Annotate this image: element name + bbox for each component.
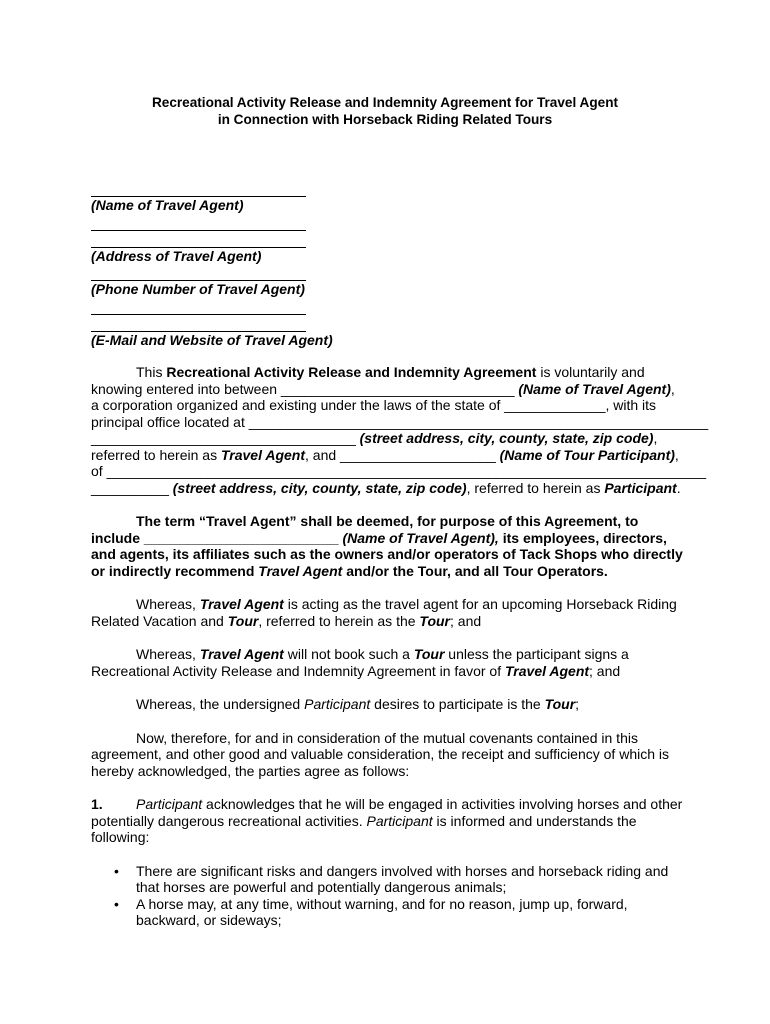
intro-text: This: [136, 364, 167, 380]
whereas-tour: Tour: [544, 696, 576, 712]
now-text: hereby acknowledged, the parties agree as follows:: [91, 762, 410, 779]
intro-paragraph: [91, 364, 709, 496]
whereas-paragraph-1: [91, 596, 681, 629]
address-field-label: (Address of Travel Agent): [91, 247, 262, 264]
email-field-label: (E-Mail and Website of Travel Agent): [91, 331, 333, 348]
intro-text: .: [676, 479, 681, 496]
bullet-text: There are significant risks and dangers involved with horses and horseback riding and: [136, 862, 669, 879]
section-text: acknowledges that he will be engaged in activities involving horses and other: [202, 796, 683, 812]
intro-text: principal office located at ___________________________________________________________: [91, 413, 709, 430]
intro-text: a corporation organized and existing under the laws of the state of _____________, with its: [91, 397, 657, 413]
whereas-participant: Participant: [304, 696, 371, 712]
whereas-text: ;: [575, 696, 580, 712]
intro-travel-agent: Travel Agent: [220, 446, 305, 463]
intro-text: , referred to herein as: [466, 479, 605, 496]
email-blank-line-1: [91, 298, 306, 315]
intro-address-label: (street address, city, county, state, zip code): [359, 430, 654, 446]
whereas-text: Recreational Activity Release and Indemnity Agreement in favor of: [91, 662, 505, 679]
term-text: The term “Travel Agent” shall be deemed, for purpose of this Agreement, to: [136, 513, 639, 529]
intro-address-label: (street address, city, county, state, zip code): [172, 479, 467, 496]
now-therefore-paragraph: [91, 730, 681, 780]
term-text: its employees, directors,: [498, 529, 667, 546]
whereas-text: will not book such a: [283, 646, 414, 662]
whereas-text: ; and: [589, 662, 621, 679]
intro-text: of _____________________________________________________________________________: [91, 463, 707, 479]
whereas-text: is acting as the travel agent for an upcoming Horseback Riding: [283, 596, 677, 612]
address-blank-line-2: [91, 231, 306, 248]
term-text: include _________________________: [91, 529, 343, 546]
whereas-text: ; and: [450, 612, 482, 629]
intro-text: ,: [653, 430, 658, 446]
whereas-text: Whereas, the undersigned: [136, 696, 305, 712]
section-participant: Participant: [366, 812, 433, 829]
whereas-tour: Tour: [413, 646, 445, 662]
whereas-text: unless the participant signs a: [444, 646, 629, 662]
now-text: Now, therefore, for and in consideration of the mutual covenants contained in this: [136, 729, 638, 746]
list-item: [91, 863, 681, 896]
name-blank-line: [91, 180, 306, 197]
whereas-travel-agent: Travel Agent: [199, 596, 284, 612]
title-line-1: Recreational Activity Release and Indemnity Agreement for Travel Agent: [151, 95, 619, 110]
phone-field-label: (Phone Number of Travel Agent): [91, 281, 305, 297]
term-travel-agent: Travel Agent: [258, 562, 343, 579]
section-text: potentially dangerous recreational activities.: [91, 812, 367, 829]
name-field-label: (Name of Travel Agent): [91, 197, 244, 213]
intro-text: knowing entered into between ______________________________: [91, 380, 519, 397]
phone-blank-line: [91, 264, 306, 281]
whereas-text: , referred to herein as the: [258, 612, 420, 629]
whereas-text: Related Vacation and: [91, 612, 228, 629]
term-definition-paragraph: [91, 513, 681, 579]
intro-participant: Participant: [604, 479, 677, 496]
document-body: [91, 180, 709, 929]
bullet-icon: •: [114, 895, 119, 912]
whereas-travel-agent: Travel Agent: [505, 662, 590, 679]
intro-text: referred to herein as: [91, 446, 221, 463]
section-participant: Participant: [136, 796, 203, 812]
document-title: [0, 94, 770, 128]
now-text: agreement, and other good and valuable consideration, the receipt and sufficiency of which is: [91, 746, 669, 762]
intro-text: ,: [670, 380, 675, 397]
whereas-tour: Tour: [419, 612, 451, 629]
whereas-tour: Tour: [227, 612, 259, 629]
section-text: following:: [91, 829, 150, 845]
whereas-text: Whereas,: [136, 596, 200, 612]
term-text: or indirectly recommend: [91, 562, 259, 579]
list-item: [91, 896, 681, 929]
address-blank-line-1: [91, 214, 306, 231]
whereas-paragraph-2: [91, 646, 681, 679]
whereas-travel-agent: Travel Agent: [199, 646, 284, 662]
bullet-icon: •: [114, 862, 119, 879]
intro-text: __________________________________: [91, 430, 360, 446]
whereas-paragraph-3: [91, 696, 681, 713]
bullet-text: A horse may, at any time, without warning, and for no reason, jump up, forward,: [136, 895, 628, 912]
intro-agreement-name: Recreational Activity Release and Indemnity Agreement: [166, 364, 537, 380]
term-text: and/or the Tour, and all Tour Operators.: [342, 562, 608, 579]
intro-participant-name-label: (Name of Tour Participant): [499, 446, 675, 463]
intro-text: is voluntarily and: [536, 364, 645, 380]
whereas-text: Whereas,: [136, 646, 200, 662]
section-1-paragraph: [91, 796, 681, 846]
intro-text: , and ____________________: [305, 446, 500, 463]
whereas-text: desires to participate is the: [370, 696, 545, 712]
intro-agent-name-label: (Name of Travel Agent): [518, 380, 671, 397]
section-text: is informed and understands the: [432, 812, 637, 829]
intro-text: ,: [674, 446, 679, 463]
term-text: and agents, its affiliates such as the owners and/or operators of Tack Shops who directly: [91, 546, 683, 562]
email-blank-line-2: [91, 315, 306, 332]
risk-bullet-list: [91, 863, 681, 929]
bullet-text: that horses are powerful and potentially dangerous animals;: [136, 879, 507, 895]
title-line-2: in Connection with Horseback Riding Related Tours: [217, 112, 553, 127]
section-number: 1.: [91, 796, 103, 812]
bullet-text: backward, or sideways;: [136, 912, 282, 928]
term-agent-name-label: (Name of Travel Agent),: [342, 529, 499, 546]
agent-info-block: [91, 180, 681, 348]
intro-text: __________: [91, 479, 173, 496]
